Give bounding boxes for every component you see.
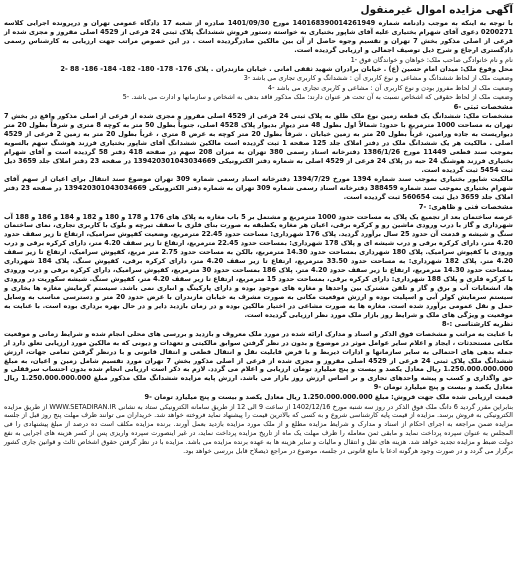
item-partition-status: وضعیت ملک از لحاظ مفروز بودن و نوع کاربری آن : مشاعی و کاربری تجاری می باشد -4 (267, 83, 513, 92)
item-appraised-value: قیمت ارزیابی شده ملک جهت فروش: مبلغ 1.250.000.000.000 ریال معادل یکصد و بیست و پنج میلیارد تومان -9 (144, 393, 513, 402)
section-registration-text: مشخصات ملک: ششدانگ یک قطعه زمین نوع ملک طلق به پلاک ثبتی 24 فرعی از 4529 اصلی مفروز و مجزی شده از فرعی از اصلی مذکور واقع در بخش 7 تهران به مساحت 1000 مترمربع با حدود: شمالاً اول بطول 48 متر دیوار بدیوار پلاک 4528 اصلی، جنوباً بطول 50 متر به کوچه 8 متری و شرقاً بطول 20 متر دیواریست به جاده ورامین، غرباً بطول 20 متر به زمین خیابان . شرقاً بطول 20 متر کوچه به عرض 8 متری ، غرباً بطول 20 متر به زمین 2 فرعی از 4529 اصلی . مالکیت هر یک ششدانگ ملک در دفتر املاک جلد 125 صفحه 1 ثبت گردیده است مالکین ششدانگ آقای شاپور بختیاری فرزند هوشنگ سهم بالسویه بموجب سند قطعی 11449 مورخ 1386/1/26 دفترخانه اسناد رسمی 380 تهران به میزان 208 سهم در صفحه 418 دفتر 58 گردیده است و آقای شهرام بختیاری فرزند هوشنگ 24 حبه در پلاک 24 فرعی از 4529 اصلی به شماره دفتر الکترونیکی 139420301043034669 در صفحه 23 دفتر املاک جلد 3659 ذیل ثبت 5454 ثبت گردیده است. (4, 112, 514, 174)
item-legal-status: وضعیت ملک از لحاظ حقوقی که اشخاص نسبت به آن تحت هر عنوان دارند: ملک مذکور فاقد بدهی به اشخاص و سازمانها و ادارت می باشد. -5 (122, 93, 513, 102)
notice-title: آگهی مزایده اموال غیرمنقول (360, 4, 513, 16)
section-registration-text-2: مالکیت شاپور بختیاری بموجب سند شماره 1394 مورخ 1394/7/29 دفترخانه اسناد رسمی شماره 309 تهران موضوع سند انتقال برای اعیان از سهم آقای شهرام بختیاری بموجب سند شماره 388459 دفترخانه اسناد رسمی شماره 309 تهران به شماره دفتر الکترونیکی 139420301043034669 در صفحه 23 دفتر املاک جلد 3659 ذیل ثبت 560654 ثبت گردیده است. (4, 175, 513, 202)
section-registration-heading: مشخصات ثبتی -6 (453, 102, 513, 111)
section-opinion-heading: نظریه کارشناسی :-8 (441, 320, 513, 329)
item-ownership-status: وضعیت ملک از لحاظ ششدانگ و مشاعی و نوع کاربری آن : ششدانگ و کاربری تجاری می باشد -3 (243, 74, 513, 83)
section-opinion-text: با عنایت به مراتب و مشخصات فوق الذکر و اسناد و مدارک ارائه شده در مورد ملک معروف و بازدید و بررسی های محلی انجام شده و شرایط زمانی و موقعیت مکانی مستحدثات ، ایجاد و اعلام سایر عوامل موثر در موضوع و بدون در نظر گرفتن سوابق مالکیتی و تعهدات و دیونی که به مالکین مورد ارزیابی تعلق دارد از جمله بدهی های احتمالی به سایر سازمانها و ادارات ذیربط و با فرض قابلیت نقل و انتقال قطعی و انتقال قانونی و با درنظر گرفتن تمامی جهات، ارزش ششدانگ ملک پلاک ثبتی 24 فرعی از 4529 اصلی مفروز و مجزی شده از فرعی از اصلی مذکور بخش 7 تهران مورد تقسیم شامل زمین و اعیان، به مبلغ 1.250.000.000.000 ریال معادل یکصد و بیست و پنج میلیارد تومان ارزیابی و اعلام می گردد. لازم به ذکر است ارزیابی انجام شده بدون احتساب سرقفلی و حق واگذاری و کسب و پیشه واحدهای تجاری و بر اساس ارزش روز بازار می باشد. ارزش پایه مزایده ششدانگ ملک مذکور مبلغ 1.250.000.000.000 ریال معادل یکصد و بیست و پنج میلیارد تومان -9 (4, 329, 513, 392)
auction-notice (4, 3, 513, 571)
section-technical-text: عرصه ساختمان بعد از تجمیع یک پلاک به مساحت حدود 1000 مترمربع و مشتمل بر 5 باب مغازه به پلاک های 176 و 178 و 180 و 182 و 184 و 186 و 188 آب شهرداری و گاز با درب ورودی ماشین رو و کرکره برقی، اعیان هر مغازه یکطبقه به صورت بنای فلزی با سقف تیرچه و بلوک با کاربری تجاری، نمای ساختمان سنگ و شیشه و قدمت آن حدود 25 سال برآورد گردید. پلاک 176 شهرداری: مساحت حدود 22.45 مترمربع، وضعیت کفپوش سرامیک، ارتفاع تا زیر سقف حدود 4.20 متر، دارای کرکره برقی و درب شیشه ای و پلاک 178 شهرداری: بمساحت حدود 22.45 مترمربع، ارتفاع تا زیر سقف 4.20 متر، دارای کرکره برقی و درب ورودی با کفپوش سرامیک. پلاک 180 شهرداری بمساحت حدود 14.30 مترمربع، بالکن به مساحت حدود 2.75 متر مربع، کفپوش سرامیک، ارتفاع تا زیر سقف 4.20 متر. پلاک 182 شهرداری: به مساحت حدود 33.50 مترمربع، ارتفاع تا زیر سقف 4.20 متر، دارای کرکره برقی، کفپوش سنگ. پلاک 184 شهرداری بمساحت حدود 14.30 مترمربع، ارتفاع تا زیر سقف حدود 4.20 متر. پلاک 186 بمساحت حدود 30 مترمربع، کفپوش سرامیک، دارای کرکره برقی و درب ورودی با کرکره فلزی و پلاک 188 شهرداری: دارای کرکره برقی، بمساحت حدود 15 مترمربع، ارتفاع تا زیر سقف 4.20 متر، کفپوش سنگ. شیشه سکوریت در ورودی ها، انشعابات آب و برق و گاز و تلفن مشترک بین واحدها و مغازه های موجود بوده و دارای پارکینگ و انباری نمی باشد. سیستم گرمایش مغازه ها بخاری و سیستم سرمایش کولر آبی و اسپلیت بوده و ارزش موقعیت مکانی به صورت مشرف به خیابان مازندران با عرض حدود 20 متر و دسترسی مناسب به وسایل حمل و نقل عمومی برآورد شده است. مغازه ها به صورت مشاعی در اختیار مالکین بوده و در زمان بازدید دایر و در حال بهره برداری بوده است. با عنایت به موقعیت و ویژگی های ملک و شرایط روز بازار ملک مورد نظر ارزیابی گردیده است. (4, 212, 514, 319)
item-location: محل وقوع ملک: میدان امام حسین (ع) . خیابان برادران شهید ثقفی امانی . خیابان مازندران . پلاک 176- 178- 180- 182- 184- 186- 88 -2 (60, 65, 513, 74)
intro-paragraph: با توجه به اینکه به موجب دادنامه شماره 140168390014261949 مورخ 1401/09/30 صادره از شعبه 17 دادگاه عمومی تهران و درپرونده اجرایی کلاسه 0200271 دعوی آقای شهرام بختیاری علیه آقای شاپور بختیاری به خواسته دستور فروش ششدانگ پلاک ثبتی 24 فرعی از 4529 اصلی مفروز و مجزی شده از فرعی از اصلی مذکور بخش 7 تهران و تقسیم وجوه حاصل از آن بین مالکین صادرگردیده است . در این خصوص مراتب جهت ارزیابی به کارشناس رسمی دادگستری ارجاع و شرح ذیل توصیف اجمالی و ارزیابی گردیده است. (4, 19, 513, 54)
section-technical-heading: مشخصات فنی و ظاهری: -7 (418, 203, 513, 212)
final-terms-paragraph: بنابراین مقرر گردید 6 دانگ ملک فوق الذکر در روز سه شنبه مورخ 1402/12/16 از ساعت 9 الی 12 از طریق سامانه الکترونیکی ستاد به نشانی WWW.SETADIRAN.IR از طریق مزایده الکترونیکی به فروش برسد. مزایده از قیمت پایه کارشناسی شروع و به کسی که بالاترین قیمت را پیشنهاد نماید فروخته خواهد شد. خریداران می توانند ظرف مهلت پنج روز قبل از جلسه مزایده ضمن مراجعه به اجرای احکام از اسناد و مدارک و شرایط مزایده مطلع و از ملک مورد مزایده بازدید بعمل آورند. برنده مزایده مکلف است ده درصد از مبلغ پیشنهادی را فی المجلس به عنوان سپرده پرداخت نماید و مابقی ثمن معامله را ظرف مهلت یک ماه از تاریخ مزایده پرداخت نماید، در غیر اینصورت سپرده واریزی پس از کسر هزینه های اجرایی به نفع دولت ضبط و مزایده تجدید خواهد شد. هزینه های نقل و انتقال و مالیات و سایر هزینه ها به عهده برنده مزایده می باشد. مزایده با در نظر گرفتن حقوق اشخاص ثالث و قوانین جاری کشور برگزار می گردد و در صورت وجود هرگونه ادعا یا مانع قانونی در جلسه، موضوع در مراجع ذیصلاح قابل بررسی خواهد بود. (4, 402, 514, 456)
item-owner-name: نام و نام خانوادگی صاحب ملک: خواهان و خواندگان فوق -1 (350, 55, 513, 64)
